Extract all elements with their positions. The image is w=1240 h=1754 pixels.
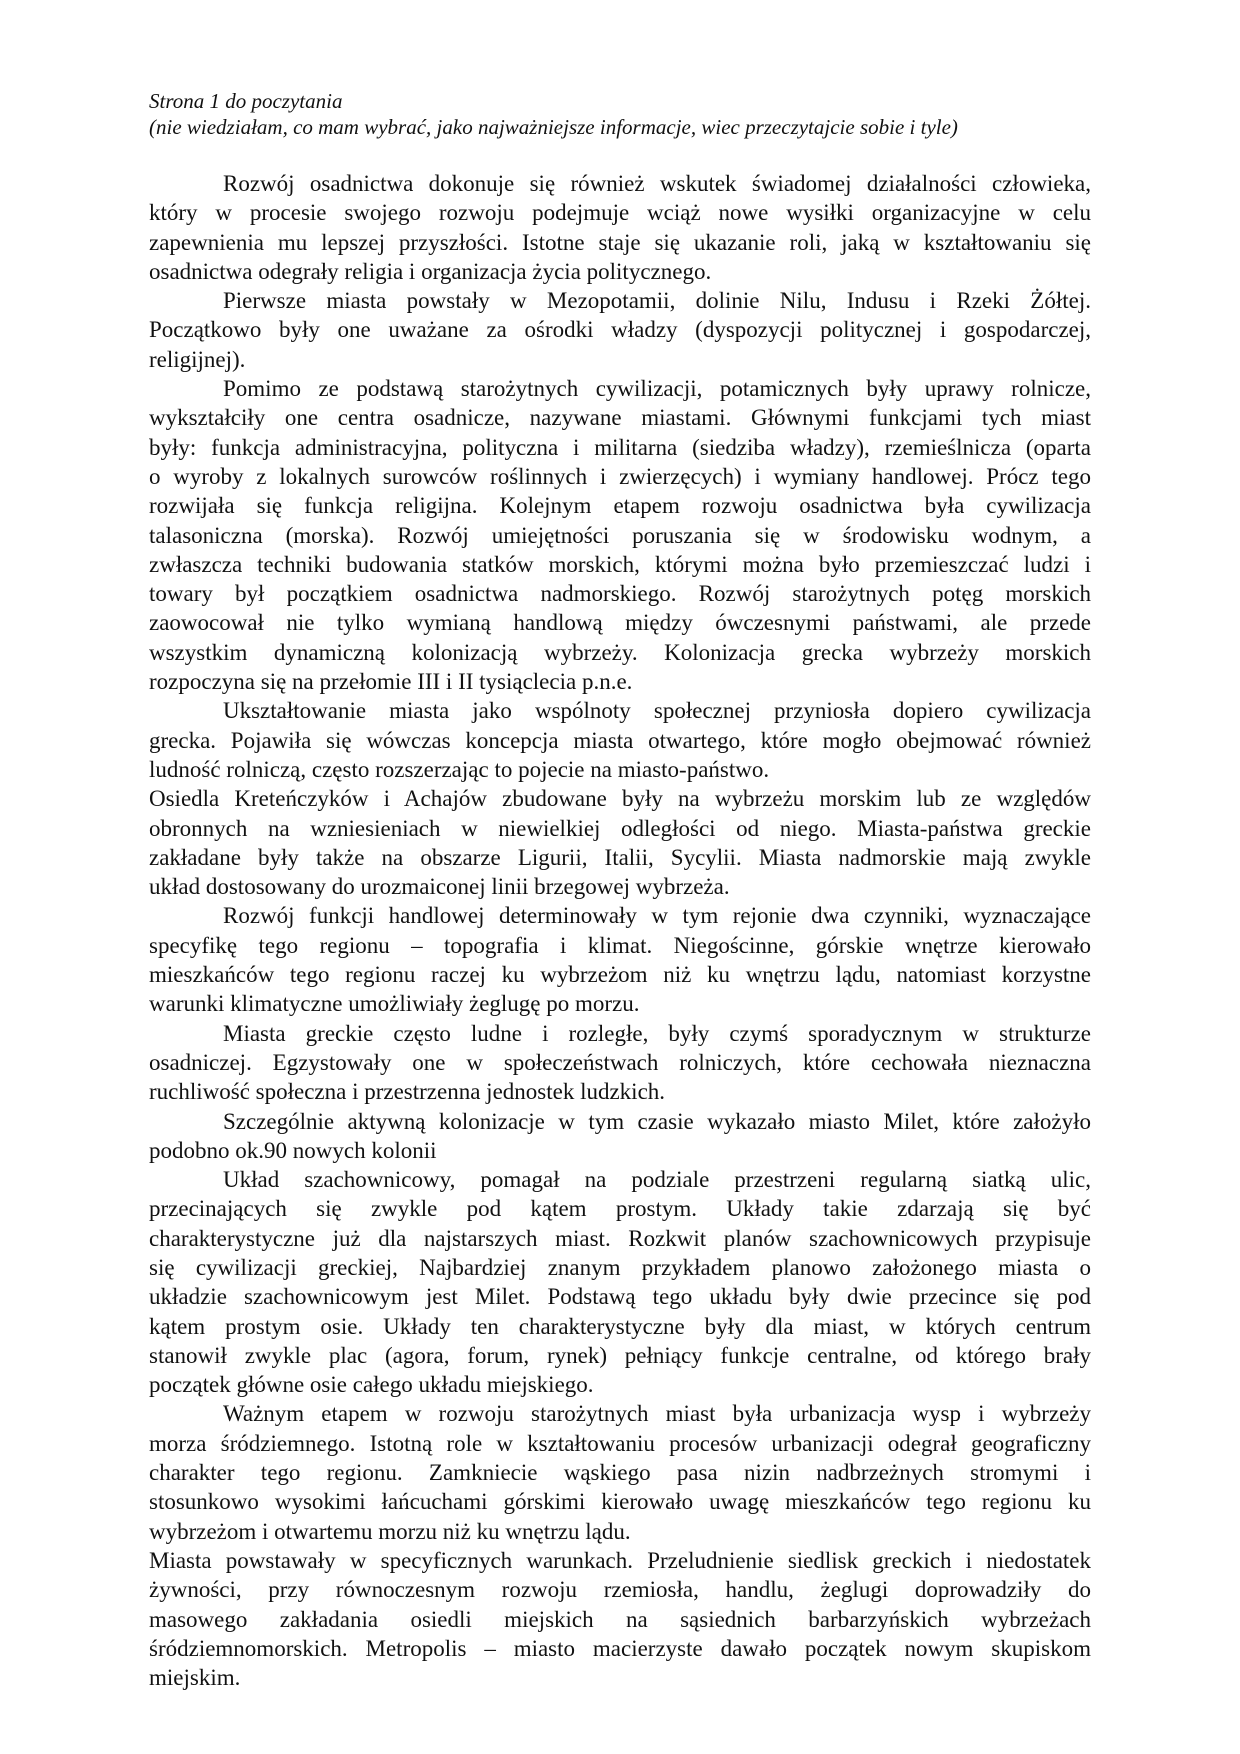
text-line: religijnej). [149,346,246,372]
text-line: wybrzeżom i otwartemu morzu niż ku wnętrzu lądu. [149,1518,631,1544]
text-line: się cywilizacji greckiej, Najbardziej znanym przykładem planowo założonego miasta o [149,1254,1091,1280]
paragraph [149,696,1091,784]
paragraph [149,374,1091,696]
document-title: Strona 1 do poczytania [149,89,343,113]
text-line: Miasta greckie często ludne i rozległe, były czymś sporadycznym w strukturze [223,1020,1091,1046]
text-line: Rozwój osadnictwa dokonuje się również wskutek świadomej działalności człowieka, [223,171,1091,196]
text-line: grecka. Pojawiła się wówczas koncepcja miasta otwartego, które mogło obejmować również [149,727,1091,753]
text-line: rozwijała się funkcja religijna. Kolejnym etapem rozwoju osadnictwa była cywilizacja [149,493,1091,519]
text-line: Osiedla Kreteńczyków i Achajów zbudowane były na wybrzeżu morskim lub ze względów [149,786,1091,812]
text-line: osadniczej. Egzystowały one w społeczeństwach rolniczych, które cechowała nieznaczna [149,1049,1091,1075]
paragraph [149,1165,1091,1399]
text-line: stanowił zwykle plac (agora, forum, rynek) pełniący funkcje centralne, od którego brały [149,1342,1091,1368]
text-line: wykształciły one centra osadnicze, nazywane miastami. Głównymi funkcjami tych miast [149,405,1091,431]
text-line: towary był początkiem osadnictwa nadmorskiego. Rozwój starożytnych potęg morskich [149,581,1091,607]
text-line: warunki klimatyczne umożliwiały żeglugę po morzu. [149,991,640,1017]
paragraph [149,169,1091,286]
text-line: Szczególnie aktywną kolonizacje w tym czasie wykazało miasto Milet, które założyło [223,1108,1091,1134]
text-line: obronnych na wzniesieniach w niewielkiej odległości od niego. Miasta-państwa greckie [149,815,1091,841]
text-line: ludność rolniczą, często rozszerzając to pojecie na miasto-państwo. [149,756,770,782]
text-line: zwłaszcza techniki budowania statków morskich, którymi można było przemieszczać ludzi i [149,551,1091,577]
text-line: mieszkańców tego regionu raczej ku wybrzeżom niż ku wnętrzu lądu, natomiast korzystne [149,962,1091,988]
text-line: Ukształtowanie miasta jako wspólnoty społecznej przyniosła dopiero cywilizacja [223,698,1091,724]
text-line: zakładane były także na obszarze Ligurii, Italii, Sycylii. Miasta nadmorskie mają zwykle [149,844,1091,870]
text-line: śródziemnomorskich. Metropolis – miasto macierzyste dawało początek nowym skupiskom [149,1635,1091,1661]
text-line: który w procesie swojego rozwoju podejmuje wciąż nowe wysiłki organizacyjne w celu [149,200,1091,226]
document-body [149,169,1091,1692]
text-line: Miasta powstawały w specyficznych warunkach. Przeludnienie siedlisk greckich i niedostatek [149,1547,1091,1573]
paragraph [149,1107,1091,1166]
paragraph [149,1546,1091,1692]
document-subtitle: (nie wiedziałam, co mam wybrać, jako najważniejsze informacje, wiec przeczytajcie sobie i tyle) [149,115,958,139]
paragraph [149,1019,1091,1107]
text-line: Pierwsze miasta powstały w Mezopotamii, dolinie Nilu, Indusu i Rzeki Żółtej. [223,288,1091,314]
text-line: zaowocował nie tylko wymianą handlową między ówczesnymi państwami, ale przede [149,610,1091,636]
text-line: Ważnym etapem w rozwoju starożytnych miast była urbanizacja wysp i wybrzeży [223,1401,1091,1427]
text-line: przecinających się zwykle pod kątem prostym. Układy takie zdarzają się być [149,1196,1091,1222]
text-line: specyfikę tego regionu – topografia i klimat. Niegościnne, górskie wnętrze kierowało [149,932,1091,958]
text-line: układ dostosowany do urozmaiconej linii brzegowej wybrzeża. [149,874,730,900]
text-line: początek główne osie całego układu miejskiego. [149,1372,594,1398]
text-line: miejskim. [149,1665,241,1691]
text-line: Początkowo były one uważane za ośrodki władzy (dyspozycji politycznej i gospodarczej, [149,317,1091,343]
text-line: były: funkcja administracyjna, polityczna i militarna (siedziba władzy), rzemieślnicza (oparta [149,434,1091,460]
text-line: Układ szachownicowy, pomagał na podziale przestrzeni regularną siatką ulic, [223,1167,1091,1193]
text-line: kątem prostym osie. Układy ten charakterystyczne były dla miast, w których centrum [149,1313,1091,1339]
text-line: stosunkowo wysokimi łańcuchami górskimi kierowało uwagę mieszkańców tego regionu ku [149,1489,1091,1515]
text-line: układzie szachownicowym jest Milet. Podstawą tego układu były dwie przecince się pod [149,1284,1091,1310]
text-line: podobno ok.90 nowych kolonii [149,1137,437,1163]
text-line: rozpoczyna się na przełomie III i II tysiąclecia p.n.e. [149,669,633,695]
text-line: ruchliwość społeczna i przestrzenna jednostek ludzkich. [149,1079,666,1105]
paragraph [149,901,1091,1018]
text-line: osadnictwa odegrały religia i organizacja życia politycznego. [149,258,712,284]
text-line: wszystkim dynamiczną kolonizacją wybrzeży. Kolonizacja grecka wybrzeży morskich [149,639,1091,665]
paragraph [149,784,1091,901]
text-line: żywności, przy równoczesnym rozwoju rzemiosła, handlu, żeglugi doprowadziły do [149,1577,1091,1603]
text-line: morza śródziemnego. Istotną role w kształtowaniu procesów urbanizacji odegrał geograficzny [149,1430,1091,1456]
text-line: talasoniczna (morska). Rozwój umiejętności poruszania się w środowisku wodnym, a [149,522,1091,548]
text-line: o wyroby z lokalnych surowców roślinnych i zwierzęcych) i wymiany handlowej. Prócz tego [149,463,1091,489]
text-line: Rozwój funkcji handlowej determinowały w tym rejonie dwa czynniki, wyznaczające [223,903,1091,929]
text-line: charakter tego regionu. Zamkniecie wąskiego pasa nizin nadbrzeżnych stromymi i [149,1460,1091,1486]
text-line: zapewnienia mu lepszej przyszłości. Istotne staje się ukazanie roli, jaką w kształtowaniu się [149,229,1091,255]
text-line: charakterystyczne już dla najstarszych miast. Rozkwit planów szachownicowych przypisuje [149,1225,1091,1251]
document-header [149,88,1109,140]
paragraph [149,1399,1091,1545]
paragraph [149,286,1091,374]
text-line: masowego zakładania osiedli miejskich na sąsiednich barbarzyńskich wybrzeżach [149,1606,1091,1632]
text-line: Pomimo ze podstawą starożytnych cywilizacji, potamicznych były uprawy rolnicze, [223,376,1091,402]
